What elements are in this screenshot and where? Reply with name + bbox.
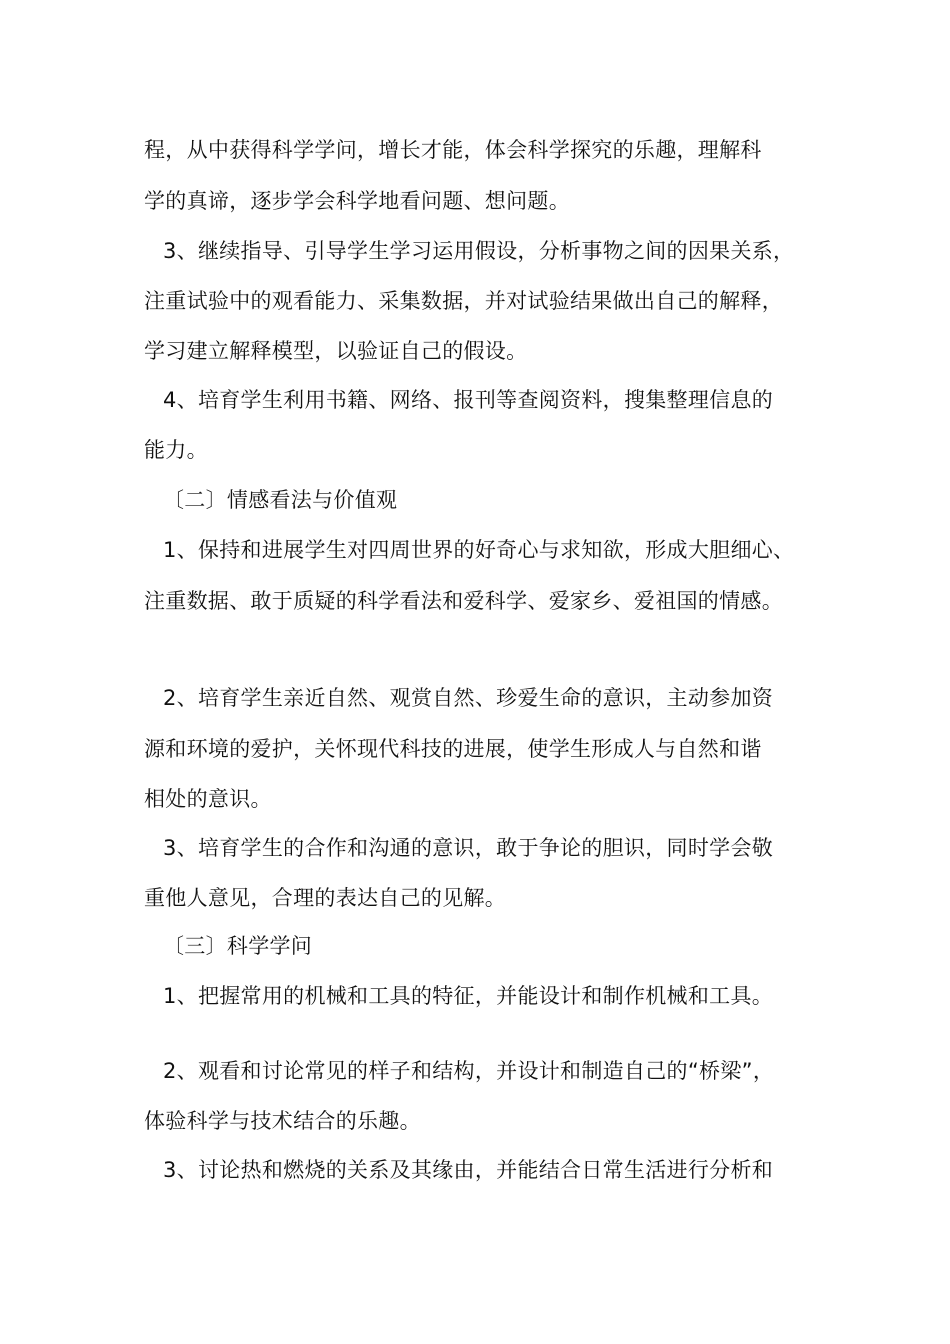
text-line: 2、培育学生亲近自然、观赏自然、珍爱生命的意识，主动参加资: [163, 686, 774, 710]
text-line: 体验科学与技术结合的乐趣。: [144, 1109, 421, 1133]
text-line: 1、保持和进展学生对四周世界的好奇心与求知欲，形成大胆细心、: [163, 538, 795, 562]
text-line: 4、培育学生利用书籍、网络、报刊等查阅资料，搜集整理信息的: [163, 388, 774, 412]
text-line: 学习建立解释模型，以验证自己的假设。: [144, 339, 528, 363]
text-line: 重他人意见，合理的表达自己的见解。: [144, 886, 507, 910]
text-line: 注重试验中的观看能力、采集数据，并对试验结果做出自己的解释，: [144, 289, 783, 313]
section-heading: 〔二〕情感看法与价值观: [163, 488, 398, 512]
section-heading: 〔三〕科学学问: [163, 934, 313, 958]
text-line: 学的真谛，逐步学会科学地看问题、想问题。: [144, 189, 570, 213]
text-line: 相处的意识。: [144, 787, 272, 811]
text-line: 3、讨论热和燃烧的关系及其缘由，并能结合日常生活进行分析和: [163, 1158, 774, 1182]
text-line: 程，从中获得科学学问，增长才能，体会科学探究的乐趣，理解科: [144, 138, 762, 162]
text-line: 能力。: [144, 438, 208, 462]
text-line: 2、观看和讨论常见的样子和结构，并设计和制造自己的“桥梁”，: [163, 1059, 775, 1083]
text-line: 3、培育学生的合作和沟通的意识，敢于争论的胆识，同时学会敬: [163, 836, 774, 860]
text-line: 注重数据、敢于质疑的科学看法和爱科学、爱家乡、爱祖国的情感。: [144, 589, 783, 613]
text-line: 源和环境的爱护，关怀现代科技的进展，使学生形成人与自然和谐: [144, 737, 762, 761]
text-line: 3、继续指导、引导学生学习运用假设，分析事物之间的因果关系，: [163, 239, 795, 263]
text-line: 1、把握常用的机械和工具的特征，并能设计和制作机械和工具。: [163, 984, 774, 1008]
